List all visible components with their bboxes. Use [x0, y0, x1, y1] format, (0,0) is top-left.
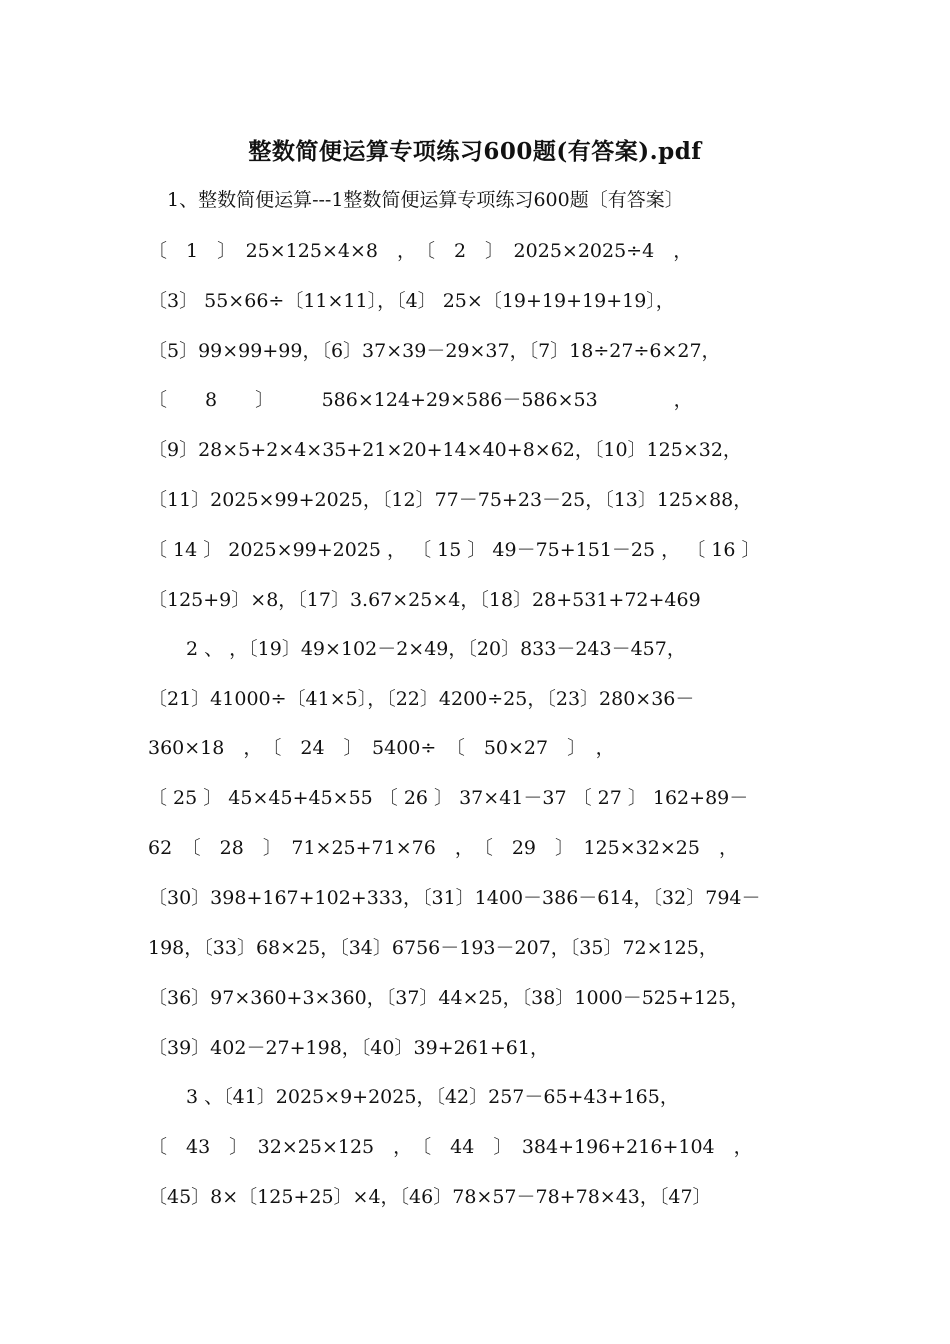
text-line: 〔 1 〕 25×125×4×8 ， 〔 2 〕 2025×2025÷4 ， [148, 240, 693, 262]
text-line: 2 、 ，〔19〕49×102－2×49，〔20〕833－243－457， [148, 638, 686, 660]
text-line: 〔 43 〕 32×25×125 ， 〔 44 〕 384+196+216+104 ， [148, 1136, 753, 1158]
text-line: 360×18 ， 〔 24 〕 5400÷ 〔 50×27 〕 ， [148, 737, 615, 759]
text-line: 〔125+9〕×8，〔17〕3.67×25×4，〔18〕28+531+72+469 [148, 589, 701, 611]
text-line: 〔30〕398+167+102+333，〔31〕1400－386－614，〔32〕794－ [148, 887, 761, 909]
text-line: 〔21〕41000÷〔41×5〕，〔22〕4200÷25，〔23〕280×36－ [148, 688, 695, 710]
text-line: 〔39〕402－27+198，〔40〕39+261+61， [148, 1037, 549, 1059]
text-line: 〔 14 〕 2025×99+2025 ， 〔 15 〕 49－75+151－25 ， 〔 16 〕 [148, 539, 761, 561]
text-line: 〔5〕99×99+99，〔6〕37×39－29×37，〔7〕18÷27÷6×27， [148, 340, 721, 362]
text-line: 〔36〕97×360+3×360，〔37〕44×25，〔38〕1000－525+125， [148, 987, 750, 1009]
text-line: 〔9〕28×5+2×4×35+21×20+14×40+8×62，〔10〕125×32， [148, 439, 742, 461]
text-line: 〔 8 〕 586×124+29×586－586×53 ， [148, 389, 693, 411]
text-line: 198，〔33〕68×25，〔34〕6756－193－207，〔35〕72×125， [148, 937, 718, 959]
text-line: 〔11〕2025×99+2025，〔12〕77－75+23－25，〔13〕125×88， [148, 489, 753, 511]
text-line: 1、整数简便运算---1整数简便运算专项练习600题〔有答案〕 [148, 189, 684, 211]
text-line: 〔 25 〕 45×45+45×55 〔 26 〕 37×41－37 〔 27 〕 162+89－ [148, 787, 749, 809]
document-title: 整数简便运算专项练习600题(有答案).pdf [248, 138, 702, 165]
text-line: 62 〔 28 〕 71×25+71×76 ， 〔 29 〕 125×32×25 ， [148, 837, 738, 859]
text-line: 〔45〕8×〔125+25〕×4，〔46〕78×57－78+78×43，〔47〕 [148, 1186, 712, 1208]
text-line: 3 、〔41〕2025×9+2025，〔42〕257－65+43+165， [148, 1086, 679, 1108]
text-line: 〔3〕 55×66÷〔11×11〕，〔4〕 25×〔19+19+19+19〕， [148, 290, 675, 312]
